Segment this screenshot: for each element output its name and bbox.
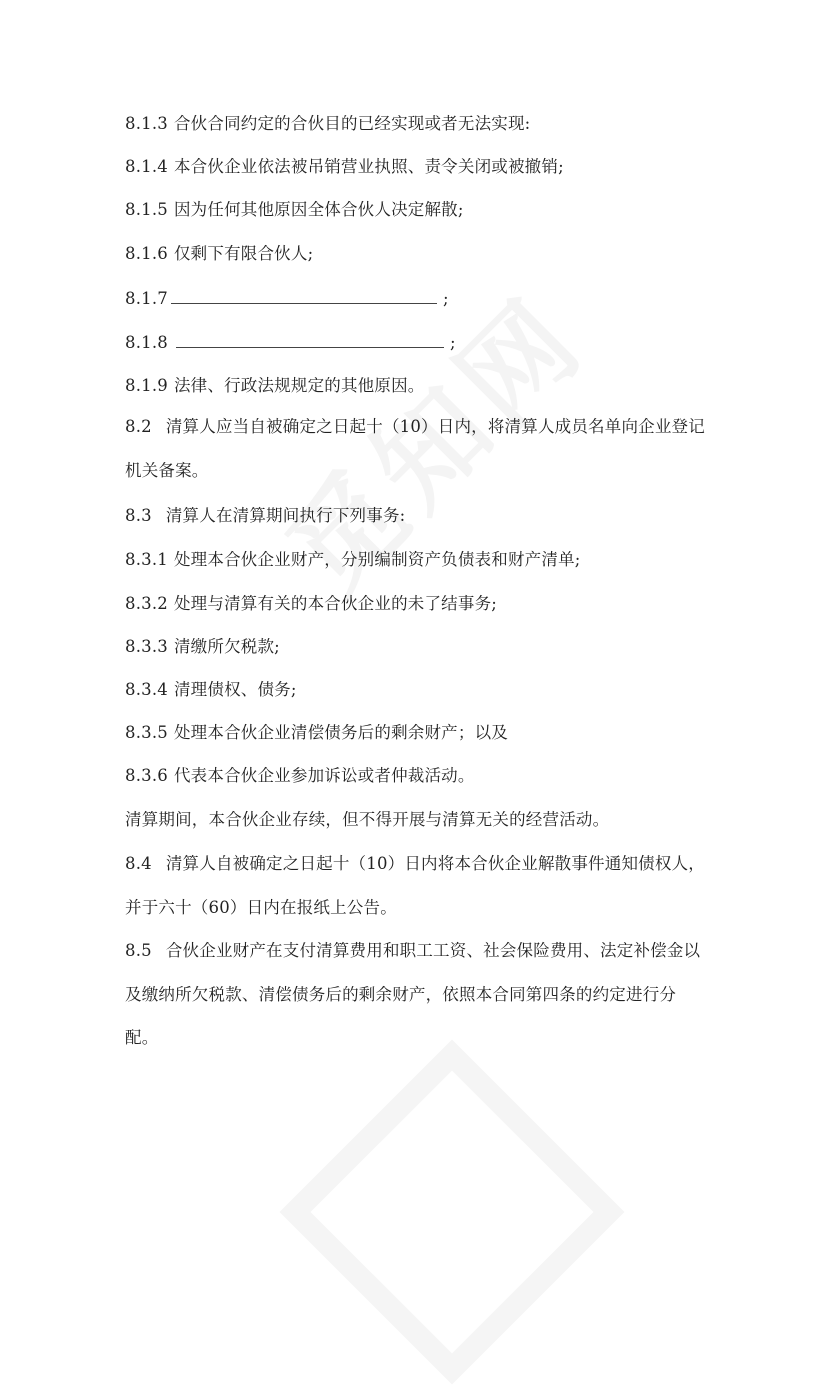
clause-8-3-5 bbox=[125, 722, 508, 744]
semicolon: ; bbox=[442, 289, 449, 308]
clause-number: 8.5 bbox=[125, 941, 152, 960]
clause-text: 处理本合伙企业清偿债务后的剩余财产；以及 bbox=[173, 723, 508, 742]
clause-8-5 bbox=[125, 940, 700, 962]
clause-text: 法律、行政法规规定的其他原因。 bbox=[173, 376, 425, 395]
clause-8-1-8 bbox=[125, 331, 456, 354]
clause-text: 清缴所欠税款; bbox=[173, 637, 280, 656]
semicolon: ; bbox=[449, 333, 456, 352]
fill-in-blank-8-1-8[interactable] bbox=[176, 331, 444, 348]
clause-number: 8.1.6 bbox=[125, 244, 168, 263]
clause-8-3-3 bbox=[125, 636, 280, 658]
clause-text: 代表本合伙企业参加诉讼或者仲裁活动。 bbox=[173, 766, 475, 785]
clause-text: 并于六十（60）日内在报纸上公告。 bbox=[125, 898, 397, 917]
clause-number: 8.3.3 bbox=[125, 637, 168, 656]
clause-number: 8.2 bbox=[125, 417, 152, 436]
clause-number: 8.1.8 bbox=[125, 333, 168, 352]
clause-number: 8.3.1 bbox=[125, 550, 168, 569]
clause-number: 8.3.6 bbox=[125, 766, 168, 785]
clause-number: 8.1.5 bbox=[125, 200, 168, 219]
clause-text: 机关备案。 bbox=[125, 461, 209, 480]
clause-8-5-end bbox=[125, 1027, 158, 1049]
clause-number: 8.1.7 bbox=[125, 289, 168, 308]
watermark-logo-shape bbox=[279, 1039, 624, 1384]
clause-text: 清理债权、债务; bbox=[173, 680, 297, 699]
clause-8-4-continued bbox=[125, 897, 397, 919]
clause-text: 仅剩下有限合伙人; bbox=[173, 244, 314, 263]
clause-number: 8.1.4 bbox=[125, 157, 168, 176]
clause-8-1-3 bbox=[125, 113, 530, 135]
clause-text: 合伙合同约定的合伙目的已经实现或者无法实现: bbox=[173, 114, 531, 133]
clause-8-5-continued bbox=[125, 984, 676, 1006]
clause-number: 8.3.4 bbox=[125, 680, 168, 699]
clause-text: 配。 bbox=[125, 1028, 159, 1047]
clause-number: 8.4 bbox=[125, 854, 152, 873]
clause-text: 清算期间，本合伙企业存续，但不得开展与清算无关的经营活动。 bbox=[125, 810, 610, 829]
clause-8-3-4 bbox=[125, 679, 297, 701]
clause-text: 因为任何其他原因全体合伙人决定解散; bbox=[173, 200, 464, 219]
clause-number: 8.3 bbox=[125, 506, 152, 525]
clause-text: 处理与清算有关的本合伙企业的未了结事务; bbox=[173, 594, 498, 613]
clause-8-3-2 bbox=[125, 593, 497, 615]
clause-number: 8.1.9 bbox=[125, 376, 168, 395]
clause-8-3-6 bbox=[125, 765, 475, 787]
clause-text: 本合伙企业依法被吊销营业执照、责令关闭或被撤销; bbox=[173, 157, 564, 176]
clause-8-1-9 bbox=[125, 375, 424, 397]
clause-8-2 bbox=[125, 416, 705, 438]
fill-in-blank-8-1-7[interactable] bbox=[171, 287, 437, 304]
clause-text: 清算人在清算期间执行下列事务: bbox=[165, 506, 406, 525]
clause-number: 8.3.2 bbox=[125, 594, 168, 613]
clause-number: 8.1.3 bbox=[125, 114, 168, 133]
clause-8-2-continued bbox=[125, 460, 209, 482]
clause-text: 及缴纳所欠税款、清偿债务后的剩余财产，依照本合同第四条的约定进行分 bbox=[125, 985, 677, 1004]
clause-8-1-4 bbox=[125, 156, 564, 178]
clause-number: 8.3.5 bbox=[125, 723, 168, 742]
clause-8-3 bbox=[125, 505, 405, 527]
clause-text: 合伙企业财产在支付清算费用和职工工资、社会保险费用、法定补偿金以 bbox=[165, 941, 701, 960]
liquidation-period-note bbox=[125, 809, 609, 831]
clause-8-3-1 bbox=[125, 549, 581, 571]
clause-8-1-7 bbox=[125, 287, 449, 310]
clause-text: 清算人应当自被确定之日起十（10）日内，将清算人成员名单向企业登记 bbox=[165, 417, 705, 436]
clause-text: 清算人自被确定之日起十（10）日内将本合伙企业解散事件通知债权人， bbox=[165, 854, 705, 873]
clause-8-4 bbox=[125, 853, 705, 875]
clause-8-1-5 bbox=[125, 199, 464, 221]
clause-text: 处理本合伙企业财产，分别编制资产负债表和财产清单; bbox=[173, 550, 581, 569]
clause-8-1-6 bbox=[125, 243, 313, 265]
